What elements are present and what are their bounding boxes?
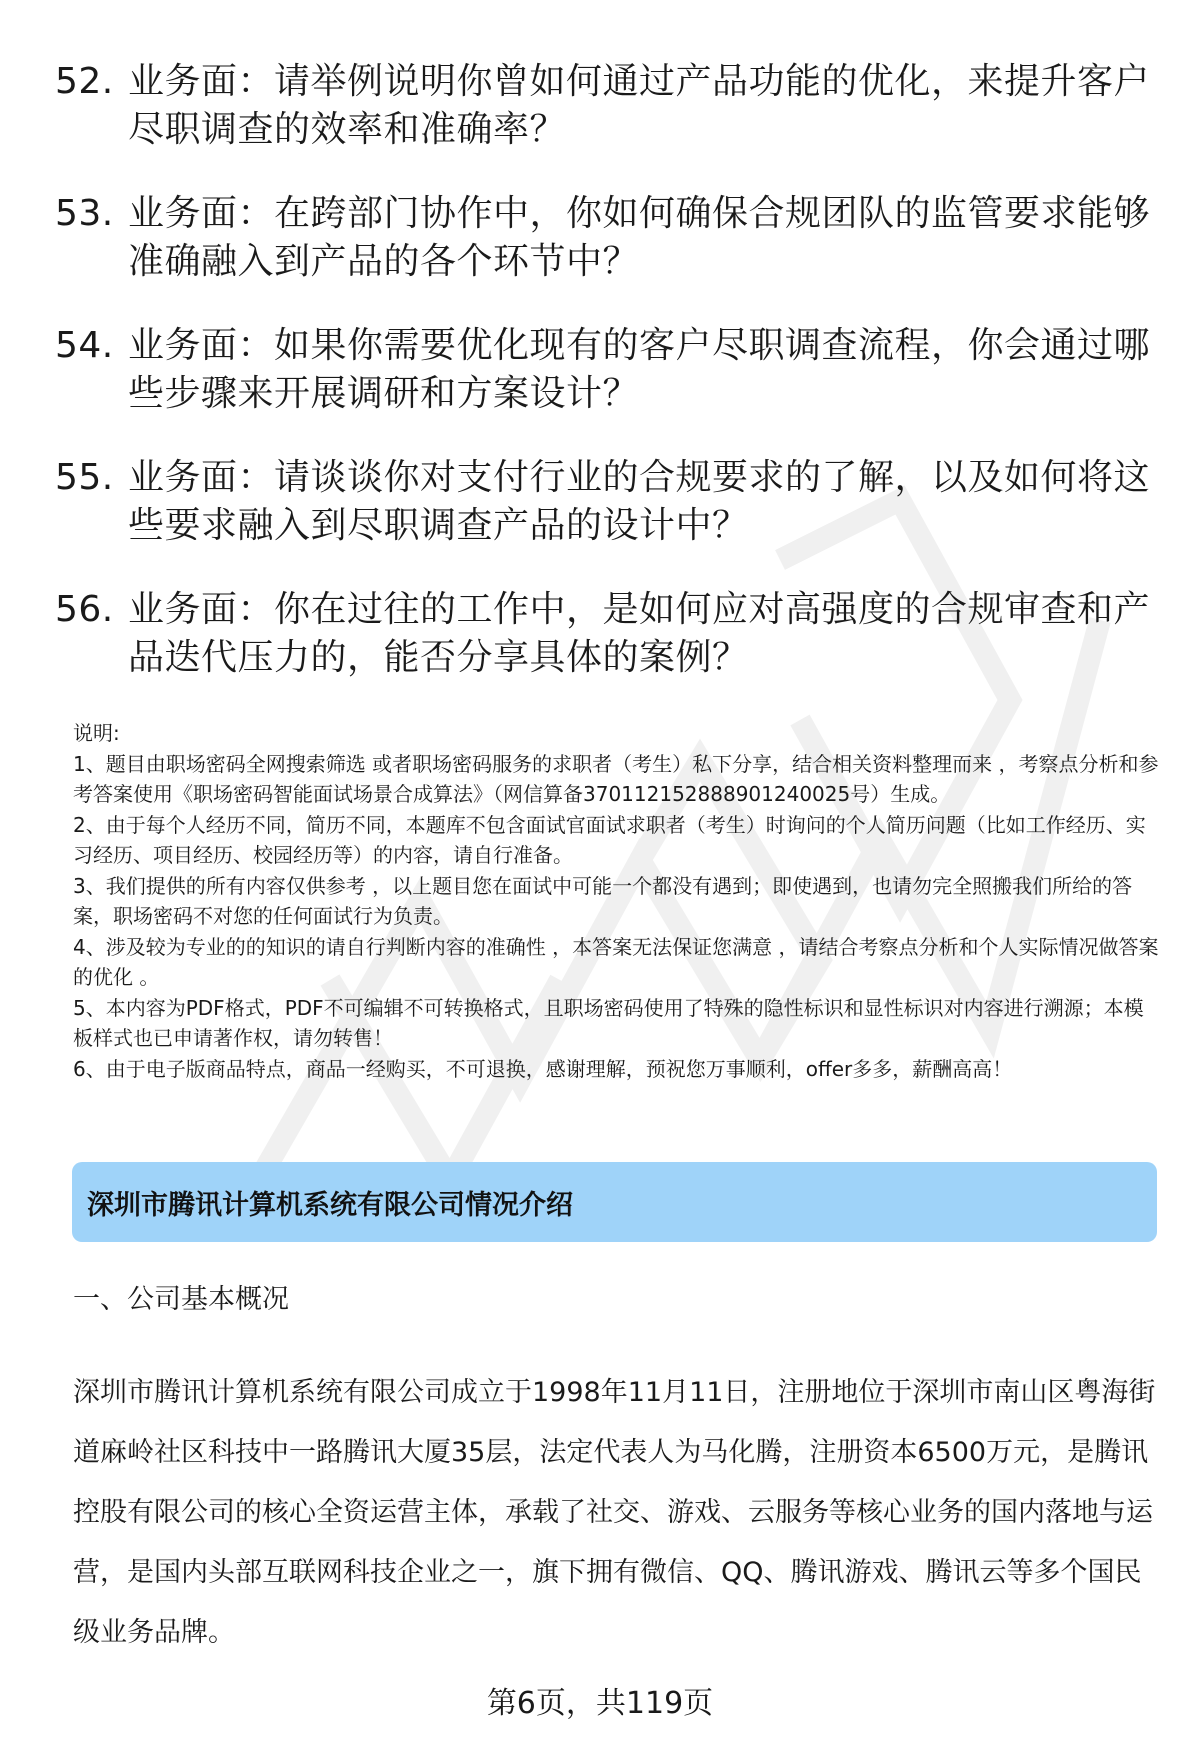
question-number: 52.: [55, 61, 114, 102]
question-number: 54.: [55, 325, 114, 366]
company-overview-paragraph: 深圳市腾讯计算机系统有限公司成立于1998年11月11日，注册地位于深圳市南山区粤海街道麻岭社区科技中一路腾讯大厦35层，法定代表人为马化腾，注册资本6500万元，是腾讯控股有限公司的核心全资运营主体，承载了社交、游戏、云服务等核心业务的国内落地与运营，是国内头部互联网科技企业之一，旗下拥有微信、QQ、腾讯游戏、腾讯云等多个国民级业务品牌。: [73, 1377, 1156, 1648]
note-item: 4、涉及较为专业的的知识的请自行判断内容的准确性 ，本答案无法保证您满意 ，请结合考察点分析和个人实际情况做答案的优化 。: [73, 934, 1159, 989]
note-item: 3、我们提供的所有内容仅供参考 ，以上题目您在面试中可能一个都没有遇到；即使遇到，也请勿完全照搬我们所给的答案，职场密码不对您的任何面试行为负责。: [73, 873, 1133, 928]
question-text: 业务面：在跨部门协作中，你如何确保合规团队的监管要求能够准确融入到产品的各个环节中？: [128, 193, 1151, 282]
question-item: [55, 454, 1165, 550]
question-item: [55, 322, 1165, 418]
notes-heading: 说明:: [73, 721, 120, 745]
question-list: [55, 58, 1165, 718]
question-number: 53.: [55, 193, 114, 234]
notes-section: [73, 718, 1163, 1084]
question-text: 业务面：请举例说明你曾如何通过产品功能的优化，来提升客户尽职调查的效率和准确率？: [128, 61, 1151, 150]
question-item: [55, 190, 1165, 286]
question-number: 56.: [55, 589, 114, 630]
question-text: 业务面：你在过往的工作中，是如何应对高强度的合规审查和产品迭代压力的，能否分享具体的案例？: [128, 589, 1151, 678]
question-item: [55, 586, 1165, 682]
note-item: 2、由于每个人经历不同，简历不同，本题库不包含面试官面试求职者（考生）时询问的个人简历问题（比如工作经历、实习经历、项目经历、校园经历等）的内容，请自行准备。: [73, 812, 1146, 867]
note-item: 5、本内容为PDF格式，PDF不可编辑不可转换格式，且职场密码使用了特殊的隐性标识和显性标识对内容进行溯源；本模板样式也已申请著作权，请勿转售！: [73, 995, 1144, 1050]
question-text: 业务面：请谈谈你对支付行业的合规要求的了解，以及如何将这些要求融入到尽职调查产品的设计中？: [128, 457, 1151, 546]
question-text: 业务面：如果你需要优化现有的客户尽职调查流程，你会通过哪些步骤来开展调研和方案设计？: [128, 325, 1151, 414]
question-number: 55.: [55, 457, 114, 498]
note-item: 6、由于电子版商品特点，商品一经购买，不可退换，感谢理解，预祝您万事顺利，offer多多，薪酬高高！: [73, 1056, 1013, 1081]
question-item: [55, 58, 1165, 154]
section-subheading: 一、公司基本概况: [73, 1284, 289, 1315]
note-item: 1、题目由职场密码全网搜索筛选 或者职场密码服务的求职者（考生）私下分享，结合相关资料整理而来 ，考察点分析和参考答案使用《职场密码智能面试场景合成算法》（网信算备370112152888901240025号）生成。: [73, 751, 1159, 806]
company-section-title: 深圳市腾讯计算机系统有限公司情况介绍: [87, 1189, 573, 1221]
company-section-banner: [72, 1162, 1157, 1242]
page-indicator: 第6页，共119页: [486, 1686, 714, 1721]
